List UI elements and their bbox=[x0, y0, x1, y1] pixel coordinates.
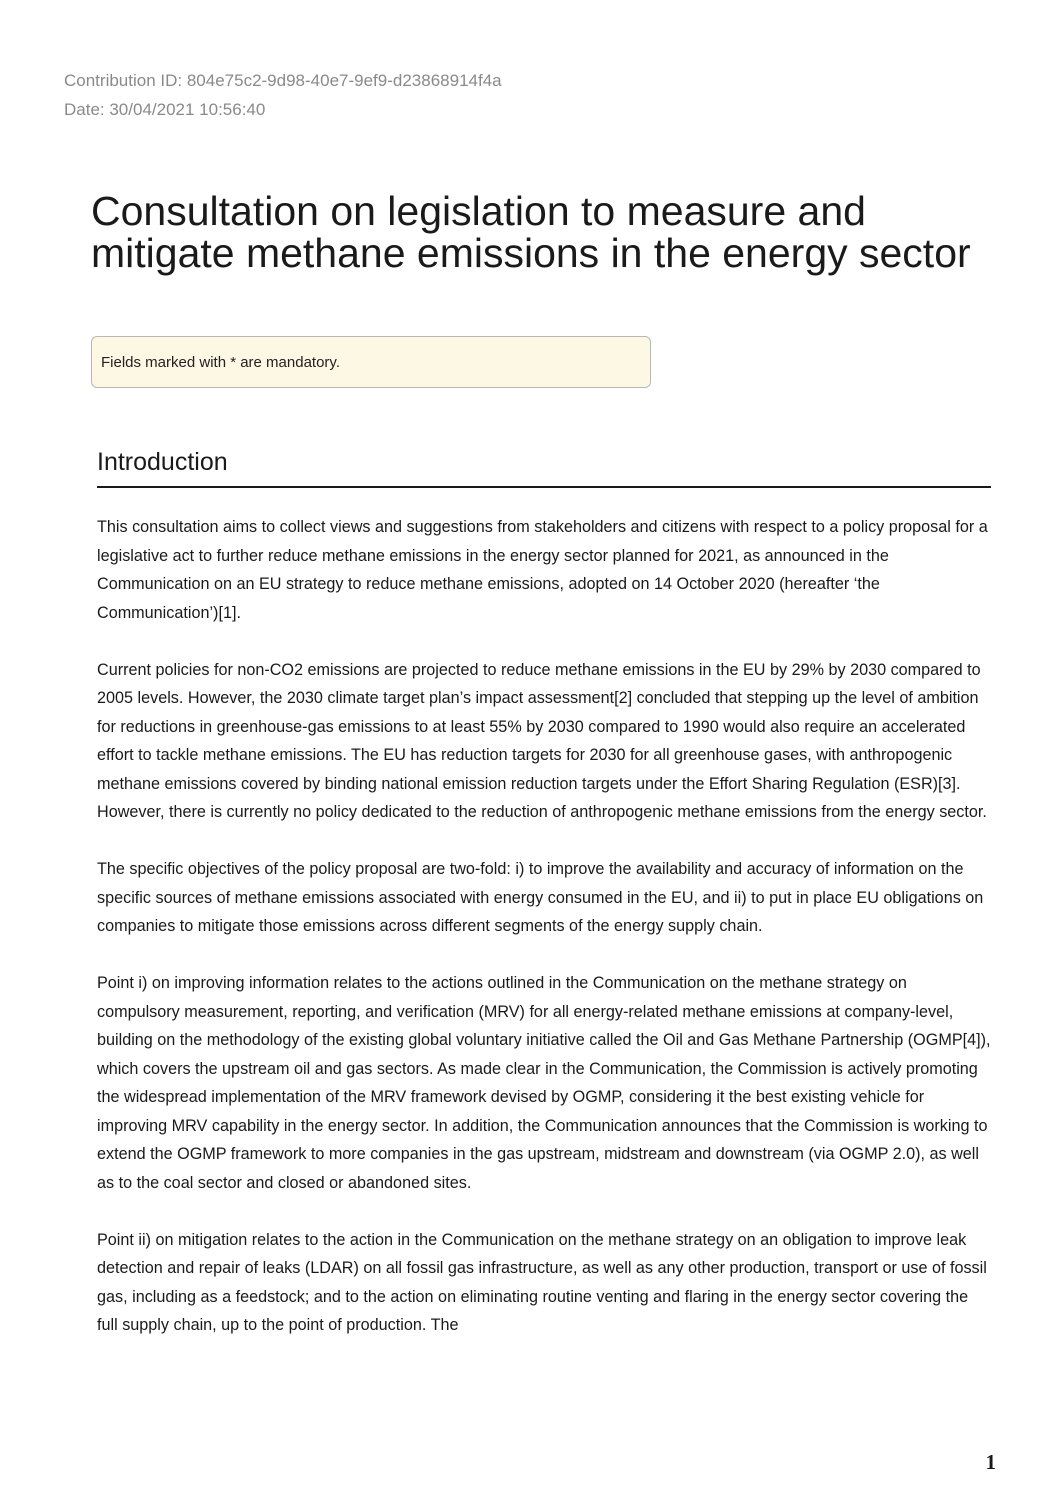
page-title: Consultation on legislation to measure and mitigate methane emissions in the energy sector bbox=[91, 188, 971, 276]
paragraph: The specific objectives of the policy proposal are two-fold: i) to improve the availability and accuracy of information on the specific sources of methane emissions associated with energy consumed in the EU, and ii) to put in place EU obligations on companies to mitigate those emissions across different segments of the energy supply chain. bbox=[97, 860, 984, 935]
paragraph: Point ii) on mitigation relates to the action in the Communication on the methane strategy on an obligation to improve leak detection and repair of leaks (LDAR) on all fossil gas infrastructure, as well as any other production, transport or use of fossil gas, including as a feedstock; and to the action on eliminating routine venting and flaring in the energy sector covering the full supply chain, up to the point of production. The bbox=[97, 1230, 987, 1334]
paragraph: Point i) on improving information relates to the actions outlined in the Communication on the methane strategy on compulsory measurement, reporting, and verification (MRV) for all energy-related methane emissions at company-level, building on the methodology of the existing global voluntary initiative called the Oil and Gas Methane Partnership (OGMP[4]), which covers the upstream oil and gas sectors. As made clear in the Communication, the Commission is actively promoting the widespread implementation of the MRV framework devised by OGMP, considering it the best existing vehicle for improving MRV capability in the energy sector. In addition, the Communication announces that the Commission is working to extend the OGMP framework to more companies in the gas upstream, midstream and downstream (via OGMP 2.0), as well as to the coal sector and closed or abandoned sites. bbox=[97, 974, 991, 1192]
paragraph: Current policies for non-CO2 emissions are projected to reduce methane emissions in the EU by 29% by 2030 compared to 2005 levels. However, the 2030 climate target plan’s impact assessment[2] concluded that stepping up the level of ambition for reductions in greenhouse-gas emissions to at least 55% by 2030 compared to 1990 would also require an accelerated effort to tackle methane emissions. The EU has reduction targets for 2030 for all greenhouse gases, with anthropogenic methane emissions covered by binding national emission reduction targets under the Effort Sharing Regulation (ESR)[3]. However, there is currently no policy dedicated to the reduction of anthropogenic methane emissions from the energy sector. bbox=[97, 660, 987, 821]
contribution-id: Contribution ID: 804e75c2-9d98-40e7-9ef9-d23868914f4a bbox=[64, 71, 502, 90]
section-heading-introduction: Introduction bbox=[97, 446, 991, 488]
introduction-body bbox=[97, 513, 992, 1368]
mandatory-fields-notice: Fields marked with * are mandatory. bbox=[91, 336, 651, 388]
paragraph: This consultation aims to collect views and suggestions from stakeholders and citizens with respect to a policy proposal for a legislative act to further reduce methane emissions in the energy sector planned for 2021, as announced in the Communication on an EU strategy to reduce methane emissions, adopted on 14 October 2020 (hereafter ‘the Communication’)[1]. bbox=[97, 518, 988, 622]
document-meta bbox=[64, 66, 502, 124]
submission-date: Date: 30/04/2021 10:56:40 bbox=[64, 100, 266, 119]
page-number: 1 bbox=[985, 1450, 996, 1474]
